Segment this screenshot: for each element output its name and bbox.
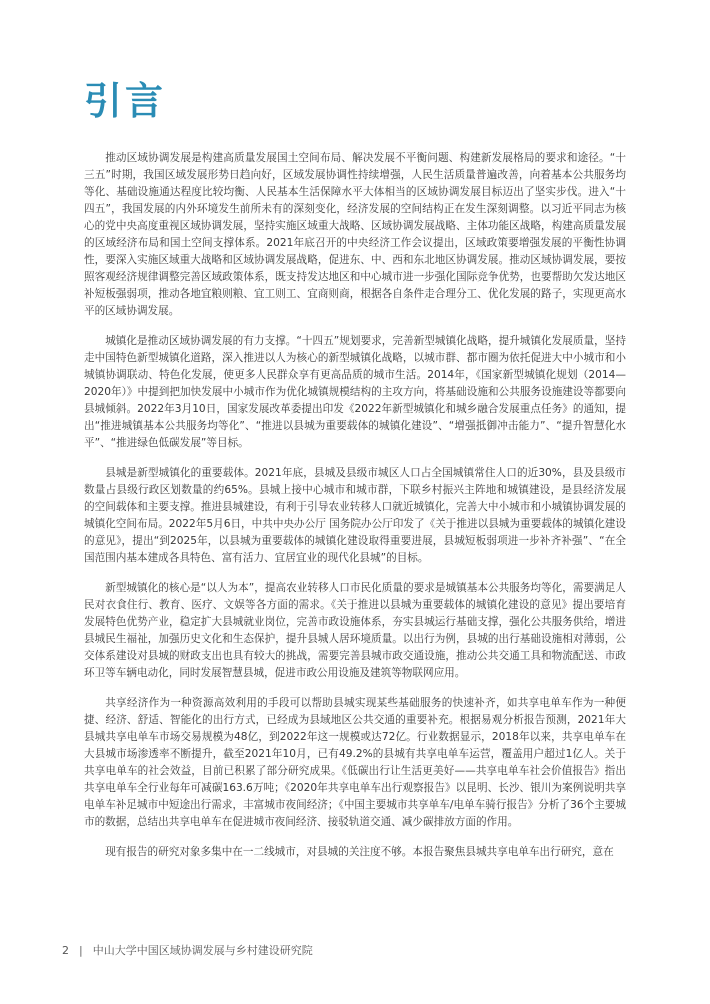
page-number: 2 xyxy=(62,944,69,957)
footer-separator: | xyxy=(79,944,83,957)
paragraph: 城镇化是推动区域协调发展的有力支撑。“十四五”规划要求，完善新型城镇化战略，提升城镇化发展质量，坚持走中国特色新型城镇化道路，深入推进以人为核心的新型城镇化战略，以城市群、都市圈为依托促进大中小城市和小城镇协调联动、特色化发展，使更多人民群众享有更高品质的城市生活。2014年，《国家新型城镇化规划（2014—2020年）》中提到把加快发展中小城市作为优化城镇规模结构的主攻方向，将基础设施和公共服务设施建设等都要向县城倾斜。2022年3月10日，国家发展改革委提出印发《2022年新型城镇化和城乡融合发展重点任务》的通知，提出“推进城镇基本公共服务均等化”、“推进以县城为重要载体的城镇化建设”、“增强抵御冲击能力”、“提升智慧化水平”、“推进绿色低碳发展”等目标。 xyxy=(84,335,626,449)
paragraph: 共享经济作为一种资源高效利用的手段可以帮助县城实现某些基础服务的快速补齐，如共享电单车作为一种便捷、经济、舒适、智能化的出行方式，已经成为县域地区公共交通的重要补充。根据易观分析报告预测，2021年大县城共享电单车市场交易规模为48亿，到2022年这一规模或达72亿。行业数据显示，2018年以来，共享电单车在大县城市场渗透率不断提升，截至2021年10月，已有49.2%的县城有共享电单车运营，覆盖用户超过1亿人。关于共享电单车的社会效益，目前已积累了部分研究成果。《低碳出行让生活更美好——共享电单车社会价值报告》指出共享电单车全行业每年可减碳163.6万吨；《2020年共享电单车出行观察报告》以昆明、长沙、银川为案例说明共享电单车补足城市中短途出行需求，丰富城市夜间经济；《中国主要城市共享单车/电单车骑行报告》分析了36个主要城市的数据，总结出共享电单车在促进城市夜间经济、接驳轨道交通、减少碳排放方面的作用。 xyxy=(84,697,626,828)
footer-institution: 中山大学中国区域协调发展与乡村建设研究院 xyxy=(92,944,313,957)
page-footer xyxy=(62,944,313,958)
body-text xyxy=(84,150,626,874)
paragraph: 县城是新型城镇化的重要载体。2021年底，县城及县级市城区人口占全国城镇常住人口的近30%，县及县级市数量占县级行政区划数量的约65%。县城上接中心城市和城市群，下联乡村振兴主阵地和城镇建设，是县经济发展的空间载体和主要支撑。推进县城建设，有利于引导农业转移人口就近城镇化，完善大中小城市和小城镇协调发展的城镇化空间布局。2022年5月6日，中共中央办公厅 国务院办公厅印发了《关于推进以县城为重要载体的城镇化建设的意见》，提出“到2025年，以县城为重要载体的城镇化建设取得重要进展，县城短板弱项进一步补齐补强”、“在全国范围内基本建成各具特色、富有活力、宜居宜业的现代化县城”的目标。 xyxy=(84,467,626,564)
paragraph: 新型城镇化的核心是“以人为本”，提高农业转移人口市民化质量的要求是城镇基本公共服务均等化，需要满足人民对衣食住行、教育、医疗、文娱等各方面的需求。《关于推进以县城为重要载体的城镇化建设的意见》提出要培育发展特色优势产业，稳定扩大县城就业岗位，完善市政设施体系，夯实县城运行基础支撑，强化公共服务供给，增进县城民生福祉，加强历史文化和生态保护，提升县城人居环境质量。以出行为例，县城的出行基础设施相对薄弱，公交体系建设对县城的财政支出也具有较大的挑战，需要完善县城市政交通设施，推动公共交通工具和物流配送、市政环卫等车辆电动化，同时发展智慧县城，促进市政公用设施及建筑等物联网应用。 xyxy=(84,582,626,679)
paragraph: 现有报告的研究对象多集中在一二线城市，对县城的关注度不够。本报告聚焦县城共享电单车出行研究，意在 xyxy=(105,846,614,858)
page-title: 引言 xyxy=(84,79,167,123)
paragraph: 推动区域协调发展是构建高质量发展国土空间布局、解决发展不平衡问题、构建新发展格局的要求和途径。“十三五”时期，我国区域发展形势日趋向好，区域发展协调性持续增强，人民生活质量普遍改善，向着基本公共服务均等化、基础设施通达程度比较均衡、人民基本生活保障水平大体相当的区域协调发展目标迈出了坚实步伐。进入“十四五”，我国发展的内外环境发生前所未有的深刻变化，经济发展的空间结构正在发生深刻调整。以习近平同志为核心的党中央高度重视区域协调发展，坚持实施区域重大战略、区域协调发展战略、主体功能区战略，构建高质量发展的区域经济布局和国土空间支撑体系。2021年底召开的中央经济工作会议提出，区域政策要增强发展的平衡性协调性，要深入实施区域重大战略和区域协调发展战略，促进东、中、西和东北地区协调发展。推动区域协调发展，要按照客观经济规律调整完善区域政策体系，既支持发达地区和中心城市进一步强化国际竞争优势，也要帮助欠发达地区补短板强弱项，推动各地宜粮则粮、宜工则工、宜商则商，根据各自条件走合理分工、优化发展的路子，实现更高水平的区域协调发展。 xyxy=(84,152,626,317)
